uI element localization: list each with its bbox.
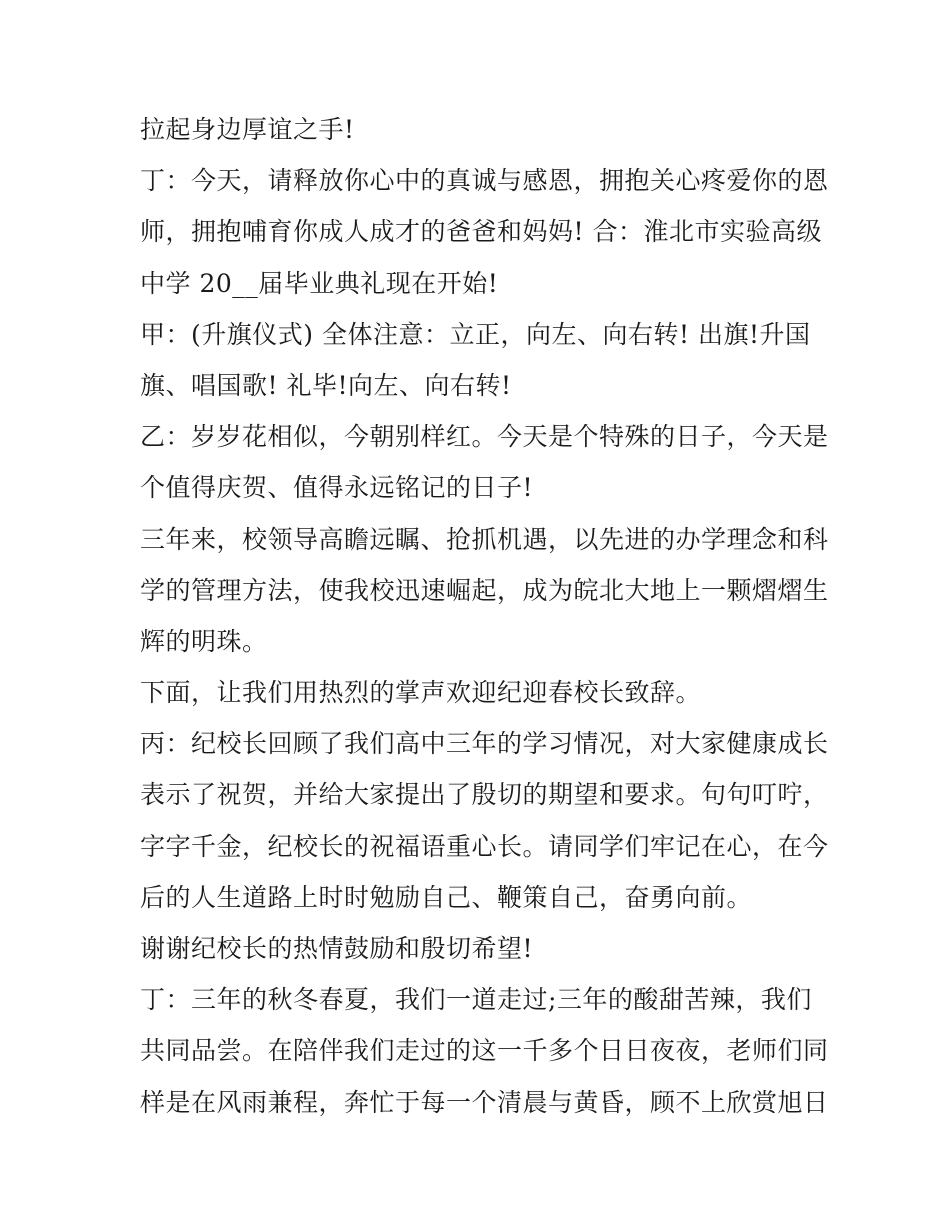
text-line: 下面，让我们用热烈的掌声欢迎纪迎春校长致辞。 bbox=[140, 678, 702, 708]
text-line: 甲：(升旗仪式) 全体注意：立正，向左、向右转! 出旗!升国 bbox=[140, 319, 811, 349]
text-line: 师，拥抱哺育你成人成才的爸爸和妈妈! 合：淮北市实验高级 bbox=[140, 217, 822, 247]
text-line: 中学 20__届毕业典礼现在开始! bbox=[140, 268, 499, 298]
text-line: 旗、唱国歌! 礼毕!向左、向右转! bbox=[140, 370, 512, 400]
text-line: 丁：今天，请释放你心中的真诚与感恩，拥抱关心疼爱你的恩 bbox=[140, 166, 829, 196]
text-line: 个值得庆贺、值得永远铭记的日子! bbox=[140, 473, 534, 503]
text-line: 学的管理方法，使我校迅速崛起，成为皖北大地上一颗熠熠生 bbox=[140, 575, 829, 605]
text-line: 拉起身边厚谊之手! bbox=[140, 115, 355, 144]
text-line: 表示了祝贺，并给大家提出了殷切的期望和要求。句句叮咛， bbox=[140, 780, 829, 810]
text-line: 字字千金，纪校长的祝福语重心长。请同学们牢记在心，在今 bbox=[140, 831, 829, 861]
text-line: 共同品尝。在陪伴我们走过的这一千多个日日夜夜，老师们同 bbox=[140, 1036, 829, 1066]
text-line: 乙：岁岁花相似，今朝别样红。今天是个特殊的日子，今天是 bbox=[140, 422, 829, 452]
text-line: 辉的明珠。 bbox=[140, 626, 268, 656]
text-line: 丁：三年的秋冬春夏，我们一道走过;三年的酸甜苦辣，我们 bbox=[140, 985, 812, 1015]
text-line: 样是在风雨兼程，奔忙于每一个清晨与黄昏，顾不上欣赏旭日 bbox=[140, 1087, 829, 1117]
document-body bbox=[140, 104, 829, 1128]
text-line: 三年来，校领导高瞻远瞩、抢抓机遇，以先进的办学理念和科 bbox=[140, 524, 829, 554]
text-line: 后的人生道路上时时勉励自己、鞭策自己，奋勇向前。 bbox=[140, 882, 753, 912]
text-line: 丙：纪校长回顾了我们高中三年的学习情况，对大家健康成长 bbox=[140, 729, 829, 759]
text-line: 谢谢纪校长的热情鼓励和殷切希望! bbox=[140, 934, 534, 963]
